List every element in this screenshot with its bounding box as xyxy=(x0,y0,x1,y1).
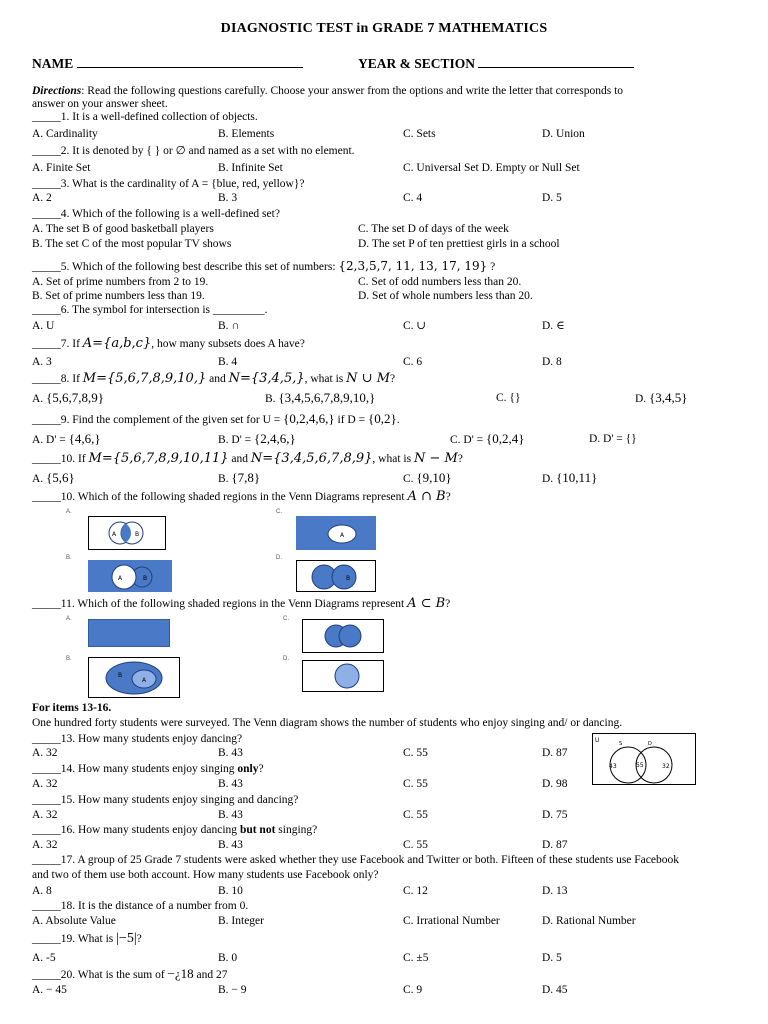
q20-option-b: B. − 9 xyxy=(218,984,247,996)
q18-option-a: A. Absolute Value xyxy=(32,915,116,927)
q7-option-c: C. 6 xyxy=(403,356,423,368)
q2-option-a: A. Finite Set xyxy=(32,162,91,174)
q10a-option-d xyxy=(542,471,597,486)
name-label: NAME xyxy=(32,56,74,71)
q10a-q: ? xyxy=(457,453,463,465)
q2-option-b: B. Infinite Set xyxy=(218,162,283,174)
q6-option-c: C. ∪ xyxy=(403,320,427,332)
q10a-stem xyxy=(32,452,463,466)
q11-venn-a xyxy=(88,619,170,647)
q18-option-c: C. Irrational Number xyxy=(403,915,500,927)
q14-post: ? xyxy=(258,763,264,775)
q18-option-b: B. Integer xyxy=(218,915,264,927)
q8-option-c: C. {} xyxy=(496,392,521,404)
q3-option-d: D. 5 xyxy=(542,192,562,204)
q14-option-c: C. 55 xyxy=(403,778,428,790)
q1-option-c: C. Sets xyxy=(403,128,436,140)
q8-q: ? xyxy=(390,373,396,385)
survey-venn-diagram xyxy=(592,733,696,785)
q10a-set-n: N={3,4,5,6,7,8,9} xyxy=(250,451,373,466)
q11-venn-b xyxy=(88,657,180,698)
q15-option-d: D. 75 xyxy=(542,809,568,821)
q19-expr: |−5| xyxy=(116,931,137,946)
q19-option-c: C. ±5 xyxy=(403,952,429,964)
q11-expr: A ⊂ B xyxy=(407,596,446,611)
q10a-b-value: {7,8} xyxy=(231,470,261,485)
q10a-c-letter: C. xyxy=(403,473,414,485)
section-field[interactable] xyxy=(358,55,634,71)
q20-expr: −¿18 xyxy=(167,966,194,981)
q10a-a-value: {5,6} xyxy=(46,470,75,485)
directions-line-1 xyxy=(32,84,623,98)
q19-option-a: A. -5 xyxy=(32,952,56,964)
q7-set: A={a,b,c} xyxy=(82,336,152,351)
q18-option-d: D. Rational Number xyxy=(542,915,636,927)
q10-venn-d-label: D. xyxy=(276,555,282,561)
q16-option-d: D. 87 xyxy=(542,839,568,851)
q20-option-a: A. − 45 xyxy=(32,984,67,996)
q4-option-a: A. The set B of good basketball players xyxy=(32,223,214,235)
q14-stem xyxy=(32,762,264,776)
q10-venn-a-text-a: A xyxy=(112,531,117,538)
q10-venn-a-text-b: B xyxy=(135,531,140,538)
q11-venn-b-label: B. xyxy=(66,656,72,662)
q7-option-b: B. 4 xyxy=(218,356,238,368)
q9-option-b xyxy=(218,432,296,447)
q5-option-a: A. Set of prime numbers from 2 to 19. xyxy=(32,276,209,288)
survey-venn-both: 55 xyxy=(636,762,644,769)
q8-b-value: {3,4,5,6,7,8,9,10,} xyxy=(278,390,376,405)
q10b-q: ? xyxy=(445,491,451,503)
q16-option-a: A. 32 xyxy=(32,839,58,851)
q4-option-b: B. The set C of the most popular TV shows xyxy=(32,238,232,250)
q4-stem: _____4. Which of the following is a well-defined set? xyxy=(32,208,280,220)
q10-venn-b-text-a: A xyxy=(118,575,123,582)
q10b-stem xyxy=(32,490,451,504)
q20-option-c: C. 9 xyxy=(403,984,423,996)
q3-option-c: C. 4 xyxy=(403,192,423,204)
q8-post: , what is xyxy=(304,373,347,385)
q8-expr: N ∪ M xyxy=(346,371,390,386)
q7-option-a: A. 3 xyxy=(32,356,52,368)
q8-b-letter: B. xyxy=(265,393,276,405)
q17-option-d: D. 13 xyxy=(542,885,568,897)
q5-option-d: D. Set of whole numbers less than 20. xyxy=(358,290,533,302)
q20-pre: _____20. What is the sum of xyxy=(32,969,168,981)
q8-d-letter: D. xyxy=(635,393,647,405)
q10-venn-c-text-a: A xyxy=(340,532,345,539)
q17-option-c: C. 12 xyxy=(403,885,428,897)
q1-option-a: A. Cardinality xyxy=(32,128,98,140)
directions-text-1: : Read the following questions carefully. Choose your answer from the options and write the letter that corresponds to xyxy=(81,85,624,97)
q6-option-b: B. ∩ xyxy=(218,320,240,332)
q9-a-letter: A. D' = xyxy=(32,434,69,446)
section-blank xyxy=(478,55,634,68)
q11-venn-d-label: D. xyxy=(283,656,289,662)
section-label: YEAR & SECTION xyxy=(358,56,476,71)
q8-option-a xyxy=(32,391,104,406)
q5-set: {2,3,5,7, 11, 13, 17, 19} xyxy=(338,259,488,273)
q10-venn-a-label: A. xyxy=(66,509,72,515)
q11-venn-b-text-a: A xyxy=(142,677,147,684)
q14-bold: only xyxy=(237,763,259,775)
q16-stem xyxy=(32,823,317,837)
items-13-16-heading: For items 13-16. xyxy=(32,702,112,714)
survey-venn-d: D xyxy=(648,741,652,747)
q16-option-c: C. 55 xyxy=(403,839,428,851)
q9-b-value: {2,4,6,} xyxy=(254,431,296,446)
q10-venn-b-circle-a xyxy=(112,565,136,589)
q10-venn-c xyxy=(296,516,376,550)
q20-stem xyxy=(32,967,228,982)
survey-venn-s: S xyxy=(619,741,623,747)
q7-pre: _____7. If xyxy=(32,338,83,350)
directions-label: Directions xyxy=(32,85,82,97)
q11-venn-c-circle-b xyxy=(339,625,361,647)
q9-pre: _____9. Find the complement of the given set for U = xyxy=(32,414,284,426)
q8-a-value: {5,6,7,8,9} xyxy=(46,390,105,405)
q4-option-d: D. The set P of ten prettiest girls in a school xyxy=(358,238,560,250)
q16-option-b: B. 43 xyxy=(218,839,243,851)
q9-c-letter: C. D' = xyxy=(450,434,487,446)
q19-option-b: B. 0 xyxy=(218,952,238,964)
q10a-post: , what is xyxy=(372,453,414,465)
q10a-b-letter: B. xyxy=(218,473,229,485)
q6-option-d: D. ∈ xyxy=(542,320,565,332)
q17-stem-line-1: _____17. A group of 25 Grade 7 students were asked whether they use Facebook and Twitter or both. Fifteen of these students use Facebook xyxy=(32,854,679,866)
q9-end: . xyxy=(396,414,400,426)
q10-venn-b-text-b: B xyxy=(143,575,148,582)
q11-venn-a-universe xyxy=(88,619,170,647)
q10-venn-d xyxy=(296,560,376,592)
q11-venn-d xyxy=(302,660,384,692)
survey-venn-universe xyxy=(593,734,696,785)
q19-option-d: D. 5 xyxy=(542,952,562,964)
q9-option-d: D. D' = {} xyxy=(589,433,637,445)
q11-stem xyxy=(32,597,450,611)
q19-q: ? xyxy=(136,933,142,945)
q4-option-c: C. The set D of days of the week xyxy=(358,223,509,235)
q10-venn-a xyxy=(88,516,166,550)
q7-option-d: D. 8 xyxy=(542,356,562,368)
items-13-16-intro: One hundred forty students were surveyed. The Venn diagram shows the number of students who enjoy singing and/ or dancing. xyxy=(32,717,623,729)
q8-option-d xyxy=(635,391,688,406)
q8-stem xyxy=(32,372,395,386)
q10a-option-b xyxy=(218,471,260,486)
q6-option-a: A. U xyxy=(32,320,55,332)
q15-option-a: A. 32 xyxy=(32,809,58,821)
q14-option-d: D. 98 xyxy=(542,778,568,790)
q6-stem: _____6. The symbol for intersection is _________. xyxy=(32,304,268,316)
q10a-option-a xyxy=(32,471,75,486)
q13-stem: _____13. How many students enjoy dancing? xyxy=(32,733,243,745)
q8-option-b xyxy=(265,391,375,406)
q5-end: ? xyxy=(490,261,496,273)
q9-set-u: {0,2,4,6,} xyxy=(283,411,335,426)
q15-option-c: C. 55 xyxy=(403,809,428,821)
q3-stem: _____3. What is the cardinality of A = {blue, red, yellow}? xyxy=(32,178,305,190)
q19-stem xyxy=(32,932,142,946)
name-blank xyxy=(77,55,303,68)
q11-venn-b-text-b: B xyxy=(118,672,123,679)
q8-pre: _____8. If xyxy=(32,373,83,385)
q14-option-a: A. 32 xyxy=(32,778,58,790)
directions-line-2: answer on your answer sheet. xyxy=(32,98,168,110)
q10-venn-d-circle-b xyxy=(332,565,356,589)
q10a-option-c xyxy=(403,471,452,486)
q10a-d-value: {10,11} xyxy=(556,470,598,485)
q10a-c-value: {9,10} xyxy=(416,470,452,485)
q10-venn-b xyxy=(88,560,172,592)
q16-pre: _____16. How many students enjoy dancing xyxy=(32,824,240,836)
q16-bold: but not xyxy=(239,824,276,836)
q10a-a-letter: A. xyxy=(32,473,44,485)
q17-option-a: A. 8 xyxy=(32,885,52,897)
q17-stem-line-2: and two of them use both account. How many students use Facebook only? xyxy=(32,869,379,881)
q13-option-a: A. 32 xyxy=(32,747,58,759)
q8-set-m: M={5,6,7,8,9,10,} xyxy=(82,371,207,386)
q15-option-b: B. 43 xyxy=(218,809,243,821)
q9-option-a xyxy=(32,432,101,447)
q9-c-value: {0,2,4} xyxy=(486,431,525,446)
q5-option-c: C. Set of odd numbers less than 20. xyxy=(358,276,522,288)
q16-post: singing? xyxy=(275,824,318,836)
q19-pre: _____19. What is xyxy=(32,933,117,945)
q11-q: ? xyxy=(445,598,451,610)
q13-option-c: C. 55 xyxy=(403,747,428,759)
q10a-and: and xyxy=(228,453,251,465)
survey-venn-only-s: 43 xyxy=(609,763,617,770)
name-field[interactable] xyxy=(32,55,303,71)
q9-set-d: {0,2} xyxy=(367,411,397,426)
q17-option-b: B. 10 xyxy=(218,885,243,897)
q20-option-d: D. 45 xyxy=(542,984,568,996)
q14-pre: _____14. How many students enjoy singing xyxy=(32,763,238,775)
q10-venn-c-label: C. xyxy=(276,509,282,515)
q9-a-value: {4,6,} xyxy=(68,431,101,446)
q13-option-b: B. 43 xyxy=(218,747,243,759)
q10b-expr: A ∩ B xyxy=(407,489,446,504)
q14-option-b: B. 43 xyxy=(218,778,243,790)
q3-option-b: B. 3 xyxy=(218,192,238,204)
q2-option-cd: C. Universal Set D. Empty or Null Set xyxy=(403,162,580,174)
survey-venn-only-d: 32 xyxy=(662,763,670,770)
q11-stem-text: _____11. Which of the following shaded regions in the Venn Diagrams represent xyxy=(32,598,408,610)
q10-venn-b-label: B. xyxy=(66,555,72,561)
q9-option-c xyxy=(450,432,525,447)
q10a-expr: N − M xyxy=(413,451,458,466)
q10-venn-d-text-b: B xyxy=(346,575,351,582)
q8-a-letter: A. xyxy=(32,393,44,405)
q10a-set-m: M={5,6,7,8,9,10,11} xyxy=(88,451,229,466)
q11-venn-a-label: A. xyxy=(66,616,72,622)
q7-post: , how many subsets does A have? xyxy=(151,338,305,350)
q1-stem: _____1. It is a well-defined collection of objects. xyxy=(32,111,258,123)
q10a-d-letter: D. xyxy=(542,473,554,485)
q13-option-d: D. 87 xyxy=(542,747,568,759)
q1-option-d: D. Union xyxy=(542,128,585,140)
q11-venn-c-label: C. xyxy=(283,616,289,622)
q9-b-letter: B. D' = xyxy=(218,434,255,446)
q15-stem: _____15. How many students enjoy singing and dancing? xyxy=(32,794,299,806)
q10a-pre: _____10. If xyxy=(32,453,89,465)
q18-stem: _____18. It is the distance of a number from 0. xyxy=(32,900,249,912)
q9-stem xyxy=(32,412,400,427)
q1-option-b: B. Elements xyxy=(218,128,275,140)
q5-stem-text: _____5. Which of the following best describe this set of numbers: xyxy=(32,261,336,273)
survey-venn-u: U xyxy=(595,737,600,744)
q10b-stem-text: _____10. Which of the following shaded regions in the Venn Diagrams represent xyxy=(32,491,408,503)
q9-mid: if D = xyxy=(334,414,368,426)
q5-stem xyxy=(32,259,495,274)
q11-venn-c xyxy=(302,619,384,653)
q11-venn-d-circle xyxy=(335,664,359,688)
q8-and: and xyxy=(206,373,229,385)
q8-set-n: N={3,4,5,} xyxy=(228,371,305,386)
q20-post: and 27 xyxy=(193,969,228,981)
q3-option-a: A. 2 xyxy=(32,192,52,204)
q5-option-b: B. Set of prime numbers less than 19. xyxy=(32,290,205,302)
q7-stem xyxy=(32,337,305,351)
page-title: DIAGNOSTIC TEST in GRADE 7 MATHEMATICS xyxy=(220,21,548,36)
q2-stem: _____2. It is denoted by { } or ∅ and named as a set with no element. xyxy=(32,145,355,157)
q8-d-value: {3,4,5} xyxy=(649,390,688,405)
